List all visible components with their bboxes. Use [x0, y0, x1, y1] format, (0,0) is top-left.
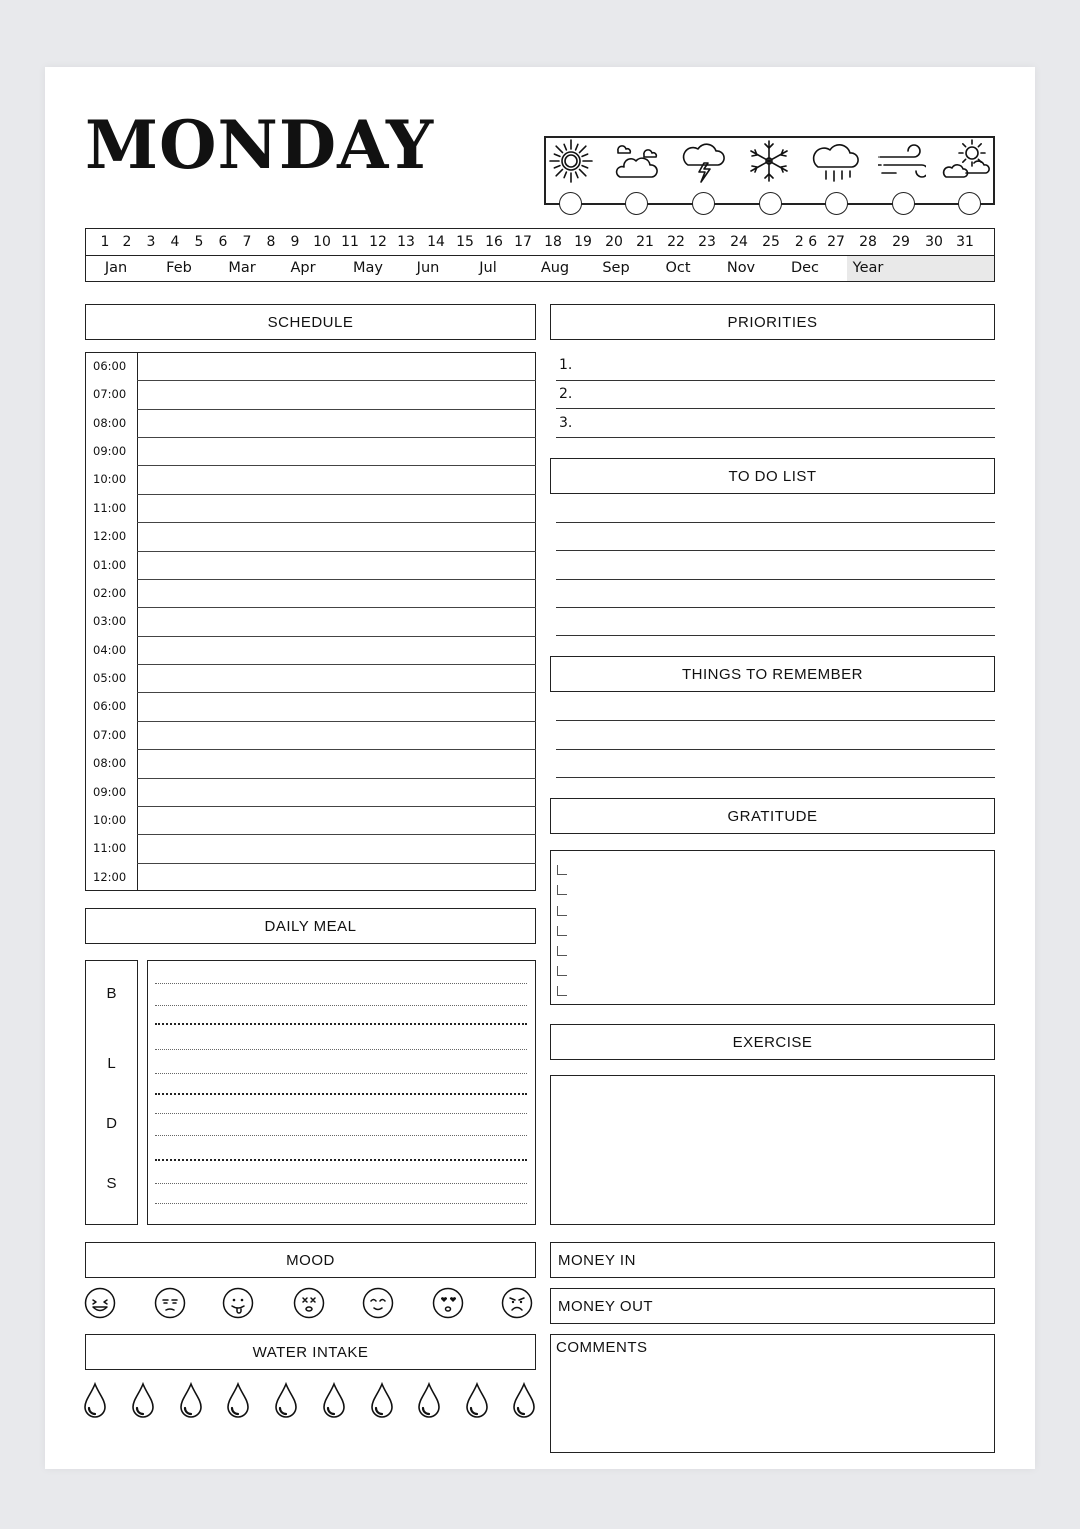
- priority-number: 2.: [559, 386, 573, 402]
- remember-line[interactable]: [556, 720, 995, 721]
- date-tracker-divider: [85, 255, 995, 256]
- calendar-day[interactable]: 5: [194, 234, 204, 250]
- meal-entry-line: [155, 1203, 527, 1204]
- schedule-slot[interactable]: [139, 835, 535, 861]
- calendar-day[interactable]: 13: [397, 234, 415, 250]
- sun-behind-cloud-icon: [942, 137, 990, 185]
- calendar-day[interactable]: 16: [485, 234, 503, 250]
- meal-section-divider: [155, 1023, 527, 1025]
- page-title: MONDAY: [85, 106, 435, 184]
- schedule-slot[interactable]: [139, 750, 535, 776]
- weather-select-circle[interactable]: [825, 192, 848, 215]
- meal-label-lunch: L: [107, 1055, 116, 1072]
- schedule-slot[interactable]: [139, 381, 535, 407]
- gratitude-checkbox[interactable]: [557, 946, 567, 956]
- schedule-slot[interactable]: [139, 665, 535, 691]
- calendar-day[interactable]: 7: [242, 234, 252, 250]
- dizzy-face-icon[interactable]: [293, 1287, 325, 1319]
- weather-select-circle[interactable]: [759, 192, 782, 215]
- schedule-slot[interactable]: [139, 864, 535, 890]
- tongue-face-icon[interactable]: [222, 1287, 254, 1319]
- schedule-slot[interactable]: [139, 438, 535, 464]
- schedule-slot[interactable]: [139, 779, 535, 805]
- schedule-slot[interactable]: [139, 637, 535, 663]
- schedule-time: 07:00: [93, 387, 127, 402]
- exercise-header: EXERCISE: [550, 1024, 995, 1060]
- gratitude-box[interactable]: [550, 850, 995, 1005]
- sun-icon: [547, 137, 595, 185]
- schedule-time: 08:00: [93, 756, 127, 771]
- calendar-day[interactable]: 20: [605, 234, 623, 250]
- todo-header: TO DO LIST: [550, 458, 995, 494]
- calendar-day[interactable]: 18: [544, 234, 562, 250]
- todo-line[interactable]: [556, 550, 995, 551]
- calendar-month[interactable]: Nov: [726, 260, 756, 276]
- schedule-time: 02:00: [93, 585, 127, 600]
- water-drop-icon[interactable]: [322, 1382, 346, 1418]
- exercise-box[interactable]: [550, 1075, 995, 1225]
- calendar-month[interactable]: Aug: [540, 260, 570, 276]
- snowflake-icon: [745, 137, 793, 185]
- meal-section-divider: [155, 1159, 527, 1161]
- schedule-slot[interactable]: [139, 552, 535, 578]
- gratitude-checkbox[interactable]: [557, 865, 567, 875]
- calendar-day[interactable]: 4: [170, 234, 180, 250]
- calendar-day[interactable]: 3: [146, 234, 156, 250]
- calendar-day[interactable]: 28: [859, 234, 877, 250]
- calendar-day[interactable]: 6: [218, 234, 228, 250]
- water-drop-icon[interactable]: [179, 1382, 203, 1418]
- schedule-time: 07:00: [93, 727, 127, 742]
- meal-section-divider: [155, 1093, 527, 1095]
- calendar-day[interactable]: 2: [122, 234, 132, 250]
- calendar-day[interactable]: 2 6: [794, 234, 818, 250]
- calendar-month[interactable]: May: [353, 260, 383, 276]
- calendar-day[interactable]: 11: [341, 234, 359, 250]
- water-drop-icon[interactable]: [83, 1382, 107, 1418]
- schedule-time: 10:00: [93, 472, 127, 487]
- schedule-time: 12:00: [93, 529, 127, 544]
- calendar-month[interactable]: Dec: [790, 260, 820, 276]
- schedule-time: 09:00: [93, 784, 127, 799]
- thunderstorm-icon: [680, 137, 728, 185]
- calendar-day[interactable]: 29: [892, 234, 910, 250]
- laughing-face-icon[interactable]: [84, 1287, 116, 1319]
- schedule-time: 08:00: [93, 415, 127, 430]
- angry-face-icon[interactable]: [501, 1287, 533, 1319]
- partly-cloudy-icon: [612, 137, 660, 185]
- schedule-time: 10:00: [93, 812, 127, 827]
- calendar-day[interactable]: 17: [514, 234, 532, 250]
- comments-label: COMMENTS: [556, 1339, 648, 1356]
- remember-header: THINGS TO REMEMBER: [550, 656, 995, 692]
- annoyed-face-icon[interactable]: [154, 1287, 186, 1319]
- priority-line[interactable]: [556, 408, 995, 409]
- meal-label-snack: S: [106, 1175, 117, 1192]
- meal-entry-line: [155, 1113, 527, 1114]
- remember-line[interactable]: [556, 777, 995, 778]
- schedule-time: 11:00: [93, 500, 127, 515]
- schedule-time: 06:00: [93, 359, 127, 373]
- priority-line[interactable]: [556, 380, 995, 381]
- priorities-header: PRIORITIES: [550, 304, 995, 340]
- calendar-day[interactable]: 10: [313, 234, 331, 250]
- gratitude-checkbox[interactable]: [557, 885, 567, 895]
- schedule-time: 11:00: [93, 841, 127, 856]
- calendar-month[interactable]: Jan: [104, 260, 128, 276]
- schedule-slot[interactable]: [139, 523, 535, 549]
- todo-line[interactable]: [556, 522, 995, 523]
- meal-label-dinner: D: [106, 1115, 117, 1132]
- schedule-time: 03:00: [93, 614, 127, 629]
- weather-select-circle[interactable]: [692, 192, 715, 215]
- remember-line[interactable]: [556, 749, 995, 750]
- water-drop-icon[interactable]: [370, 1382, 394, 1418]
- meal-entry-line: [155, 1183, 527, 1184]
- meal-entry-line: [155, 1135, 527, 1136]
- calendar-day[interactable]: 31: [956, 234, 974, 250]
- gratitude-checkbox[interactable]: [557, 986, 567, 996]
- calendar-day[interactable]: 23: [698, 234, 716, 250]
- schedule-slot[interactable]: [139, 353, 535, 379]
- calendar-day[interactable]: 21: [636, 234, 654, 250]
- meal-label-breakfast: B: [106, 985, 117, 1002]
- water-drop-icon[interactable]: [226, 1382, 250, 1418]
- schedule-slot[interactable]: [139, 722, 535, 748]
- content-face-icon[interactable]: [362, 1287, 394, 1319]
- schedule-slot[interactable]: [139, 466, 535, 492]
- calendar-day[interactable]: 8: [266, 234, 276, 250]
- water-drop-icon[interactable]: [131, 1382, 155, 1418]
- calendar-day[interactable]: 12: [369, 234, 387, 250]
- schedule-slot[interactable]: [139, 693, 535, 719]
- priority-line[interactable]: [556, 437, 995, 438]
- priority-number: 1.: [559, 357, 573, 373]
- priority-number: 3.: [559, 415, 573, 431]
- calendar-day[interactable]: 9: [290, 234, 300, 250]
- calendar-day[interactable]: 15: [456, 234, 474, 250]
- water-drop-icon[interactable]: [512, 1382, 536, 1418]
- calendar-month[interactable]: Mar: [228, 260, 256, 276]
- schedule-time: 05:00: [93, 671, 127, 686]
- schedule-slot[interactable]: [139, 807, 535, 833]
- schedule-time: 12:00: [93, 869, 127, 884]
- calendar-day[interactable]: 25: [762, 234, 780, 250]
- schedule-slot[interactable]: [139, 495, 535, 521]
- meal-entry-line: [155, 1049, 527, 1050]
- schedule-time: 06:00: [93, 699, 127, 714]
- todo-line[interactable]: [556, 607, 995, 608]
- schedule-time: 09:00: [93, 444, 127, 459]
- schedule-time-column-divider: [137, 352, 138, 891]
- money-in-field[interactable]: MONEY IN: [550, 1242, 995, 1278]
- water-drop-icon[interactable]: [465, 1382, 489, 1418]
- meal-entry-line: [155, 983, 527, 984]
- gratitude-checkbox[interactable]: [557, 966, 567, 976]
- meal-entry-line: [155, 1005, 527, 1006]
- calendar-day[interactable]: 14: [427, 234, 445, 250]
- schedule-slot[interactable]: [139, 608, 535, 634]
- calendar-day[interactable]: 24: [730, 234, 748, 250]
- todo-line[interactable]: [556, 635, 995, 636]
- calendar-month[interactable]: Jun: [416, 260, 440, 276]
- weather-select-circle[interactable]: [559, 192, 582, 215]
- schedule-time: 01:00: [93, 557, 127, 572]
- schedule-header: SCHEDULE: [85, 304, 536, 340]
- weather-select-circle[interactable]: [625, 192, 648, 215]
- gratitude-checkbox[interactable]: [557, 906, 567, 916]
- gratitude-header: GRATITUDE: [550, 798, 995, 834]
- calendar-day[interactable]: 30: [925, 234, 943, 250]
- calendar-day[interactable]: 19: [574, 234, 592, 250]
- calendar-month[interactable]: Feb: [166, 260, 192, 276]
- schedule-time: 04:00: [93, 642, 127, 657]
- mood-header: MOOD: [85, 1242, 536, 1278]
- rain-cloud-icon: [812, 137, 860, 185]
- weather-select-circle[interactable]: [958, 192, 981, 215]
- meal-entry-line: [155, 1073, 527, 1074]
- water-drop-icon[interactable]: [417, 1382, 441, 1418]
- wind-icon: [878, 137, 926, 185]
- calendar-month[interactable]: Sep: [602, 260, 630, 276]
- calendar-year-label: Year: [852, 260, 884, 276]
- calendar-day[interactable]: 22: [667, 234, 685, 250]
- schedule-slot[interactable]: [139, 410, 535, 436]
- weather-select-circle[interactable]: [892, 192, 915, 215]
- calendar-day[interactable]: 27: [827, 234, 845, 250]
- water-drop-icon[interactable]: [274, 1382, 298, 1418]
- daily-meal-header: DAILY MEAL: [85, 908, 536, 944]
- money-out-field[interactable]: MONEY OUT: [550, 1288, 995, 1324]
- water-intake-header: WATER INTAKE: [85, 1334, 536, 1370]
- schedule-slot[interactable]: [139, 580, 535, 606]
- calendar-month[interactable]: Apr: [290, 260, 316, 276]
- calendar-month[interactable]: Oct: [665, 260, 691, 276]
- calendar-month[interactable]: Jul: [479, 260, 497, 276]
- todo-line[interactable]: [556, 579, 995, 580]
- gratitude-checkbox[interactable]: [557, 926, 567, 936]
- love-face-icon[interactable]: [432, 1287, 464, 1319]
- calendar-day[interactable]: 1: [100, 234, 110, 250]
